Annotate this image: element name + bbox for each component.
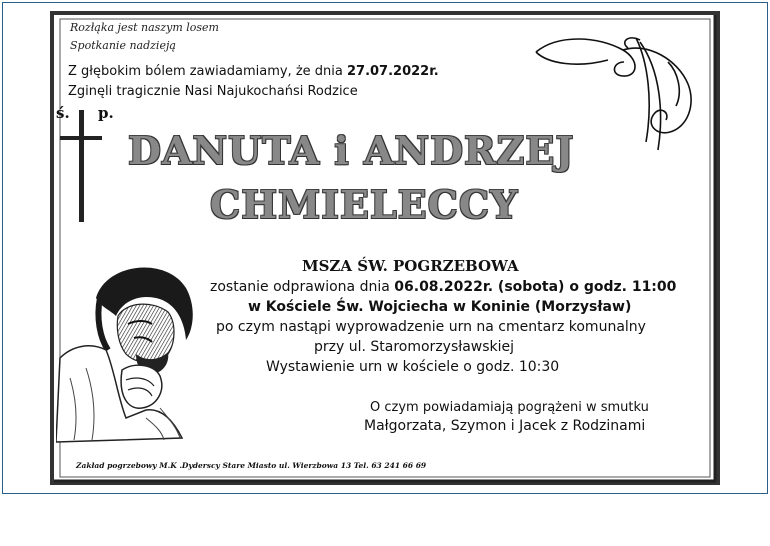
street-line: przy ul. Staromorzysławskiej bbox=[314, 339, 515, 355]
motto-line-1: Rozłąka jest naszym losem bbox=[70, 21, 219, 34]
mass-date-prefix: zostanie odprawiona dnia bbox=[210, 279, 395, 295]
funeral-home-footer: Zakład pogrzebowy M.K .Dyderscy Stare Miasto ul. Wierzbowa 13 Tel. 63 241 66 69 bbox=[76, 461, 427, 470]
announcement-line-2: Zginęli tragicznie Nasi Najukochańsi Rodzice bbox=[68, 84, 358, 99]
motto-line-2: Spotkanie nadzieją bbox=[70, 39, 176, 52]
praying-jesus-figure bbox=[56, 258, 196, 443]
announcement-text: Z głębokim bólem zawiadamiamy, że dnia bbox=[68, 64, 347, 79]
sp-s: ś. bbox=[56, 104, 70, 122]
mass-location: w Kościele Św. Wojciecha w Koninie (Morzysław) bbox=[248, 299, 632, 315]
announcement-line-1 bbox=[68, 64, 439, 79]
deceased-surname: CHMIELECCY bbox=[210, 182, 519, 227]
sp-p: p. bbox=[98, 104, 114, 122]
mourners-names: Małgorzata, Szymon i Jacek z Rodzinami bbox=[364, 418, 646, 434]
mourners-intro: O czym powiadamiają pogrążeni w smutku bbox=[370, 400, 649, 415]
cross-icon bbox=[58, 108, 108, 226]
mass-title: MSZA ŚW. POGRZEBOWA bbox=[302, 257, 519, 275]
deceased-names: DANUTA i ANDRZEJ bbox=[128, 128, 575, 173]
death-date: 27.07.2022r. bbox=[346, 64, 439, 79]
mass-date: 06.08.2022r. (sobota) o godz. 11:00 bbox=[394, 279, 677, 295]
mass-date-line bbox=[210, 279, 676, 295]
procession-line: po czym nastąpi wyprowadzenie urn na cmentarz komunalny bbox=[216, 319, 646, 335]
viewing-line: Wystawienie urn w kościele o godz. 10:30 bbox=[266, 359, 560, 375]
